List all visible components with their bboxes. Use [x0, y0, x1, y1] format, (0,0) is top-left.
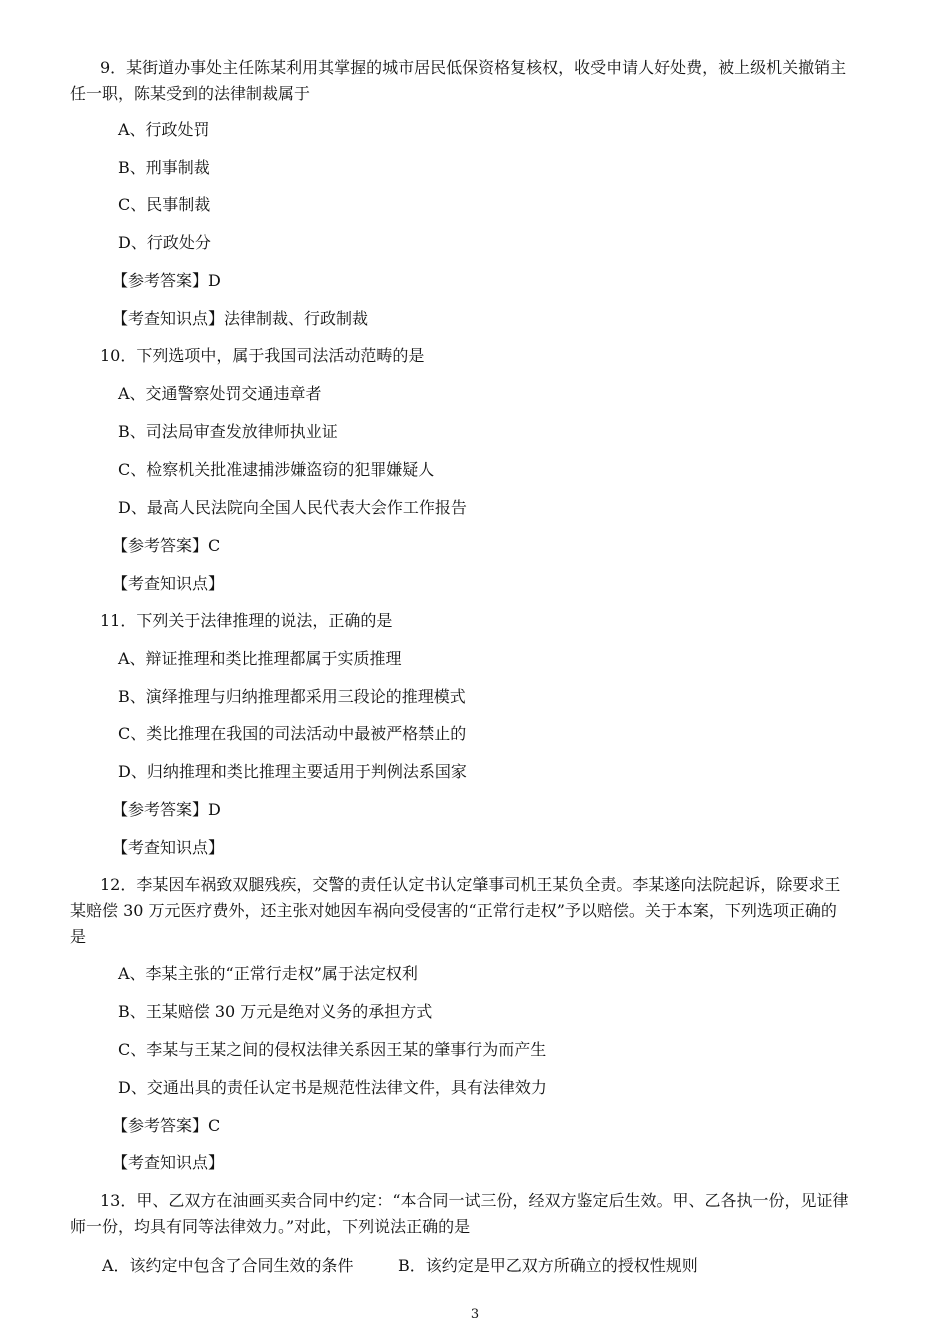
q9-stem-line-1: 9．某街道办事处主任陈某利用其掌握的城市居民低保资格复核权，收受申请人好处费，被上级机关撤销主: [100, 58, 847, 77]
q9-answer: 【参考答案】D: [112, 271, 221, 290]
q12-stem-line-2: 某赔偿 30 万元医疗费外，还主张对她因车祸向受侵害的“正常行走权”予以赔偿。关于本案，下列选项正确的: [70, 901, 837, 920]
q10-stem-line-1: 10．下列选项中，属于我国司法活动范畴的是: [100, 346, 425, 365]
q10-option-a: A、交通警察处罚交通违章者: [118, 384, 322, 403]
q11-option-c: C、类比推理在我国的司法活动中最被严格禁止的: [118, 724, 467, 743]
q11-stem-line-1: 11．下列关于法律推理的说法，正确的是: [100, 611, 393, 630]
q11-option-a: A、辩证推理和类比推理都属于实质推理: [118, 649, 402, 668]
q12-option-a: A、李某主张的“正常行走权”属于法定权利: [118, 964, 418, 983]
q13-option-a: A．该约定中包含了合同生效的条件: [102, 1256, 354, 1275]
q12-stem-line-3: 是: [70, 927, 87, 946]
q10-option-b: B、司法局审查发放律师执业证: [118, 422, 338, 441]
q12-knowledge-point: 【考查知识点】: [112, 1153, 225, 1172]
q9-option-b: B、刑事制裁: [118, 158, 210, 177]
page-number: 3: [470, 1307, 480, 1322]
q9-option-c: C、民事制裁: [118, 195, 211, 214]
q10-option-c: C、检察机关批准逮捕涉嫌盗窃的犯罪嫌疑人: [118, 460, 435, 479]
q10-knowledge-point: 【考查知识点】: [112, 574, 225, 593]
q13-stem-line-1: 13．甲、乙双方在油画买卖合同中约定：“本合同一试三份，经双方鉴定后生效。甲、乙各执一份，见证律: [100, 1191, 849, 1210]
q10-option-d: D、最高人民法院向全国人民代表大会作工作报告: [118, 498, 467, 517]
q10-answer: 【参考答案】C: [112, 536, 221, 555]
q12-option-b: B、王某赔偿 30 万元是绝对义务的承担方式: [118, 1002, 433, 1021]
q9-knowledge-point: 【考查知识点】法律制裁、行政制裁: [112, 309, 369, 328]
q11-knowledge-point: 【考查知识点】: [112, 838, 225, 857]
q9-stem-line-2: 任一职，陈某受到的法律制裁属于: [70, 84, 311, 103]
q12-option-d: D、交通出具的责任认定书是规范性法律文件，具有法律效力: [118, 1078, 547, 1097]
q12-stem-line-1: 12．李某因车祸致双腿残疾，交警的责任认定书认定肇事司机王某负全责。李某遂向法院起诉，除要求王: [100, 875, 841, 894]
q11-answer: 【参考答案】D: [112, 800, 221, 819]
q13-stem-line-2: 师一份，均具有同等法律效力。”对此，下列说法正确的是: [70, 1217, 471, 1236]
q11-option-d: D、归纳推理和类比推理主要适用于判例法系国家: [118, 762, 467, 781]
q9-option-d: D、行政处分: [118, 233, 211, 252]
q11-option-b: B、演绎推理与归纳推理都采用三段论的推理模式: [118, 687, 466, 706]
q12-option-c: C、李某与王某之间的侵权法律关系因王某的肇事行为而产生: [118, 1040, 547, 1059]
q9-option-a: A、行政处罚: [118, 120, 210, 139]
q13-option-b: B．该约定是甲乙双方所确立的授权性规则: [398, 1256, 698, 1275]
q12-answer: 【参考答案】C: [112, 1116, 221, 1135]
